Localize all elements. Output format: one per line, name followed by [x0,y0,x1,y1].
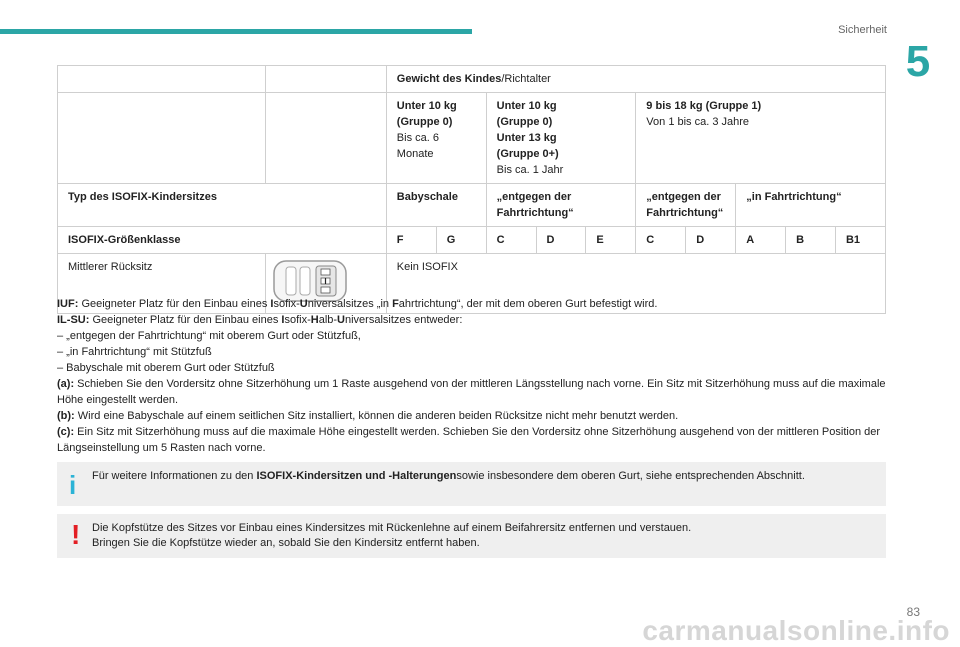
note-text: sofix- [284,314,311,326]
note-b [57,408,887,424]
warning-icon: ! [71,519,81,550]
legend-notes [57,296,887,456]
info-text-part: Für weitere Informationen zu den [92,470,257,482]
note-text: Schieben Sie den Vordersitz ohne Sitzerhöhung um 1 Raste ausgehend von der mittleren Längsstellung nach vorne. Ein Sitz mit Sitzerhöhung muss auf die maximale Höhe eingestellt werden. [57,378,886,406]
note-option: – „entgegen der Fahrtrichtung“ mit oberem Gurt oder Stützfuß, [57,330,361,342]
weight-group-3 [636,93,886,184]
note-c [57,424,887,456]
type-rearward-2: „entgegen der Fahrtrichtung“ [636,184,736,227]
page-number: 83 [906,605,920,619]
note-text: Wird eine Babyschale auf einem seitlichen Sitz installiert, können die anderen beiden Rücksitze nicht mehr benutzt werden. [74,410,679,422]
weight-line: (Gruppe 0) [496,116,553,128]
empty-cell [266,93,387,184]
note-letter: U [337,314,345,326]
size-cell: C [486,227,536,254]
chapter-number: 5 [905,37,931,86]
warning-line: Bringen Sie die Kopfstütze wieder an, sobald Sie den Kindersitz entfernt haben. [92,537,480,549]
size-cell: B [786,227,836,254]
type-forward: „in Fahrtrichtung“ [736,184,886,227]
weight-header-rest: /Richtalter [501,73,551,85]
note-letter: I [270,298,274,310]
note-text: Geeigneter Platz für den Einbau eines [89,314,282,326]
size-cell: F [386,227,436,254]
seat-value: Kein ISOFIX [386,254,885,314]
note-key: IL-SU: [57,314,90,326]
size-cell: D [536,227,586,254]
info-text-bold: ISOFIX-Kindersitzen und -Halterungen [256,470,457,482]
section-title: Sicherheit [838,24,887,36]
note-letter: H [310,314,319,326]
weight-line: Unter 13 kg [496,132,557,144]
weight-line: Unter 10 kg [496,100,557,112]
watermark: carmanualsonline.info [642,615,950,646]
seat-label: Mittlerer Rücksitz [58,254,266,314]
type-label: Typ des ISOFIX-Kindersitzes [58,184,387,227]
note-key: IUF: [57,298,79,310]
isofix-table [57,65,886,314]
age-note: Von 1 bis ca. 3 Jahre [646,116,750,128]
note-text: niversalsitzes entweder: [345,314,463,326]
empty-cell [58,93,266,184]
note-text: Ein Sitz mit Sitzerhöhung muss auf die maximale Höhe eingestellt werden. Schieben Sie den Vordersitz ohne Sitzerhöhung ausgehend von der mittleren Position der Längseinstellung um 5 Rasten nach vorne. [57,426,881,454]
warning-line: Die Kopfstütze des Sitzes vor Einbau eines Kindersitzes mit Rückenlehne auf einem Beifahrersitz entfernen und verstauen. [92,522,692,534]
weight-line: (Gruppe 0+) [496,148,559,160]
weight-group-1 [386,93,486,184]
type-rearward-1: „entgegen der Fahrtrichtung“ [486,184,636,227]
warning-text [92,521,872,551]
empty-cell [266,66,387,93]
note-ilsu [57,312,887,328]
note-text: Geeigneter Platz für den Einbau eines [78,298,271,310]
weight-header [386,66,885,93]
size-cell: B1 [835,227,885,254]
note-text: ahrtrichtung“, der mit dem oberen Gurt befestigt wird. [398,298,658,310]
note-iuf [57,296,887,312]
note-text: niversalsitzes „in [307,298,393,310]
note-text: alb- [318,314,338,326]
size-cell: A [736,227,786,254]
info-box [57,462,886,506]
note-option: – „in Fahrtrichtung“ mit Stützfuß [57,346,212,358]
note-text: sofix- [273,298,300,310]
size-cell: G [436,227,486,254]
note-letter: U [299,298,308,310]
info-text [92,469,872,484]
weight-line: (Gruppe 0) [396,116,453,128]
note-a [57,376,887,408]
warning-box [57,514,886,558]
age-note: Bis ca. 1 Jahr [496,164,564,176]
note-key: (b): [57,410,75,422]
note-key: (c): [57,426,75,438]
weight-group-2 [486,93,636,184]
info-text-part: sowie insbesondere dem oberen Gurt, siehe entsprechenden Abschnitt. [456,470,805,482]
weight-line: 9 bis 18 kg (Gruppe 1) [646,100,762,112]
weight-header-bold: Gewicht des Kindes [396,73,502,85]
size-cell: D [686,227,736,254]
age-note: Bis ca. 6 Monate [396,132,439,160]
size-cell: E [586,227,636,254]
empty-cell [58,66,266,93]
note-letter: F [392,298,399,310]
info-icon: i [69,470,77,500]
note-letter: I [281,314,285,326]
note-key: (a): [57,378,75,390]
weight-line: Unter 10 kg [396,100,457,112]
size-label: ISOFIX-Größenklasse [58,227,387,254]
size-cell: C [636,227,686,254]
header-accent-bar [0,29,472,34]
note-option: – Babyschale mit oberem Gurt oder Stützfuß [57,362,275,374]
type-babyschale: Babyschale [386,184,486,227]
